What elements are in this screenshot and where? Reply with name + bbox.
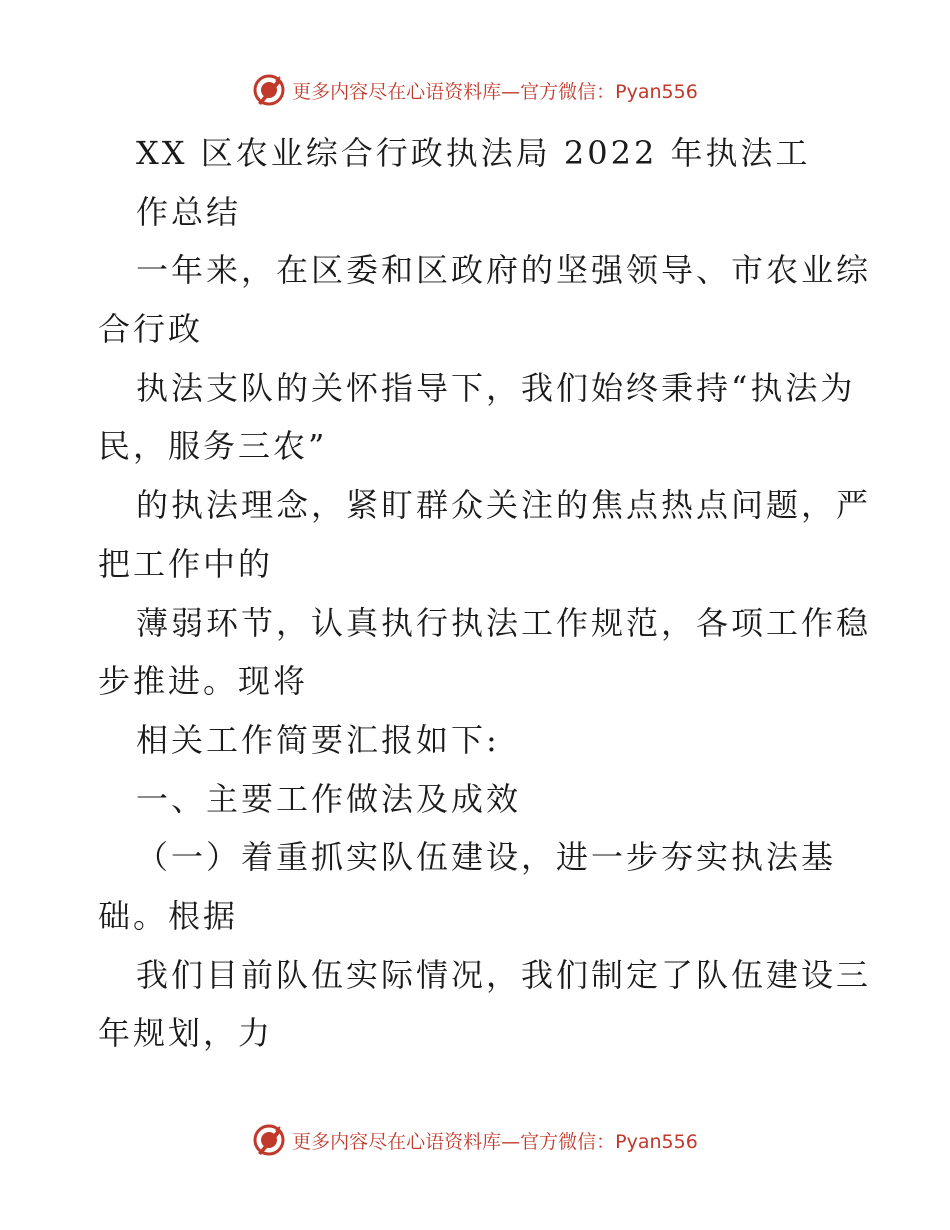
document-line: 我们目前队伍实际情况，我们制定了队伍建设三 bbox=[136, 955, 872, 994]
document-line: （一）着重抓实队伍建设，进一步夯实执法基 bbox=[136, 838, 837, 877]
footer-banner bbox=[0, 1120, 950, 1160]
document-line: 薄弱环节，认真执行执法工作规范，各项工作稳 bbox=[136, 603, 872, 642]
document-line: 民，服务三农” bbox=[98, 427, 328, 466]
document-line: 步推进。现将 bbox=[98, 662, 309, 701]
document-line: 执法支队的关怀指导下，我们始终秉持“执法为 bbox=[136, 368, 856, 407]
document-line: 的执法理念，紧盯群众关注的焦点热点问题，严 bbox=[136, 486, 872, 525]
document-line: 一年来，在区委和区政府的坚强领导、市农业综 bbox=[136, 251, 872, 290]
document-line: 作总结 bbox=[136, 192, 242, 231]
document-line: 相关工作简要汇报如下: bbox=[136, 720, 500, 759]
banner-text: 更多内容尽在心语资料库—官方微信：Pyan556 bbox=[292, 80, 698, 103]
document-line: 把工作中的 bbox=[98, 544, 274, 583]
banner-text: 更多内容尽在心语资料库—官方微信：Pyan556 bbox=[292, 1130, 698, 1153]
document-line: XX 区农业综合行政执法局 2022 年执法工 bbox=[136, 134, 811, 172]
document-body bbox=[98, 124, 872, 1063]
quill-seal-icon bbox=[252, 73, 286, 107]
header-banner bbox=[0, 70, 950, 110]
document-line: 合行政 bbox=[98, 310, 204, 349]
document-line: 础。根据 bbox=[98, 896, 239, 935]
document-line: 年规划，力 bbox=[98, 1014, 274, 1053]
quill-seal-icon bbox=[252, 1123, 286, 1157]
document-line: 一、主要工作做法及成效 bbox=[136, 779, 522, 818]
